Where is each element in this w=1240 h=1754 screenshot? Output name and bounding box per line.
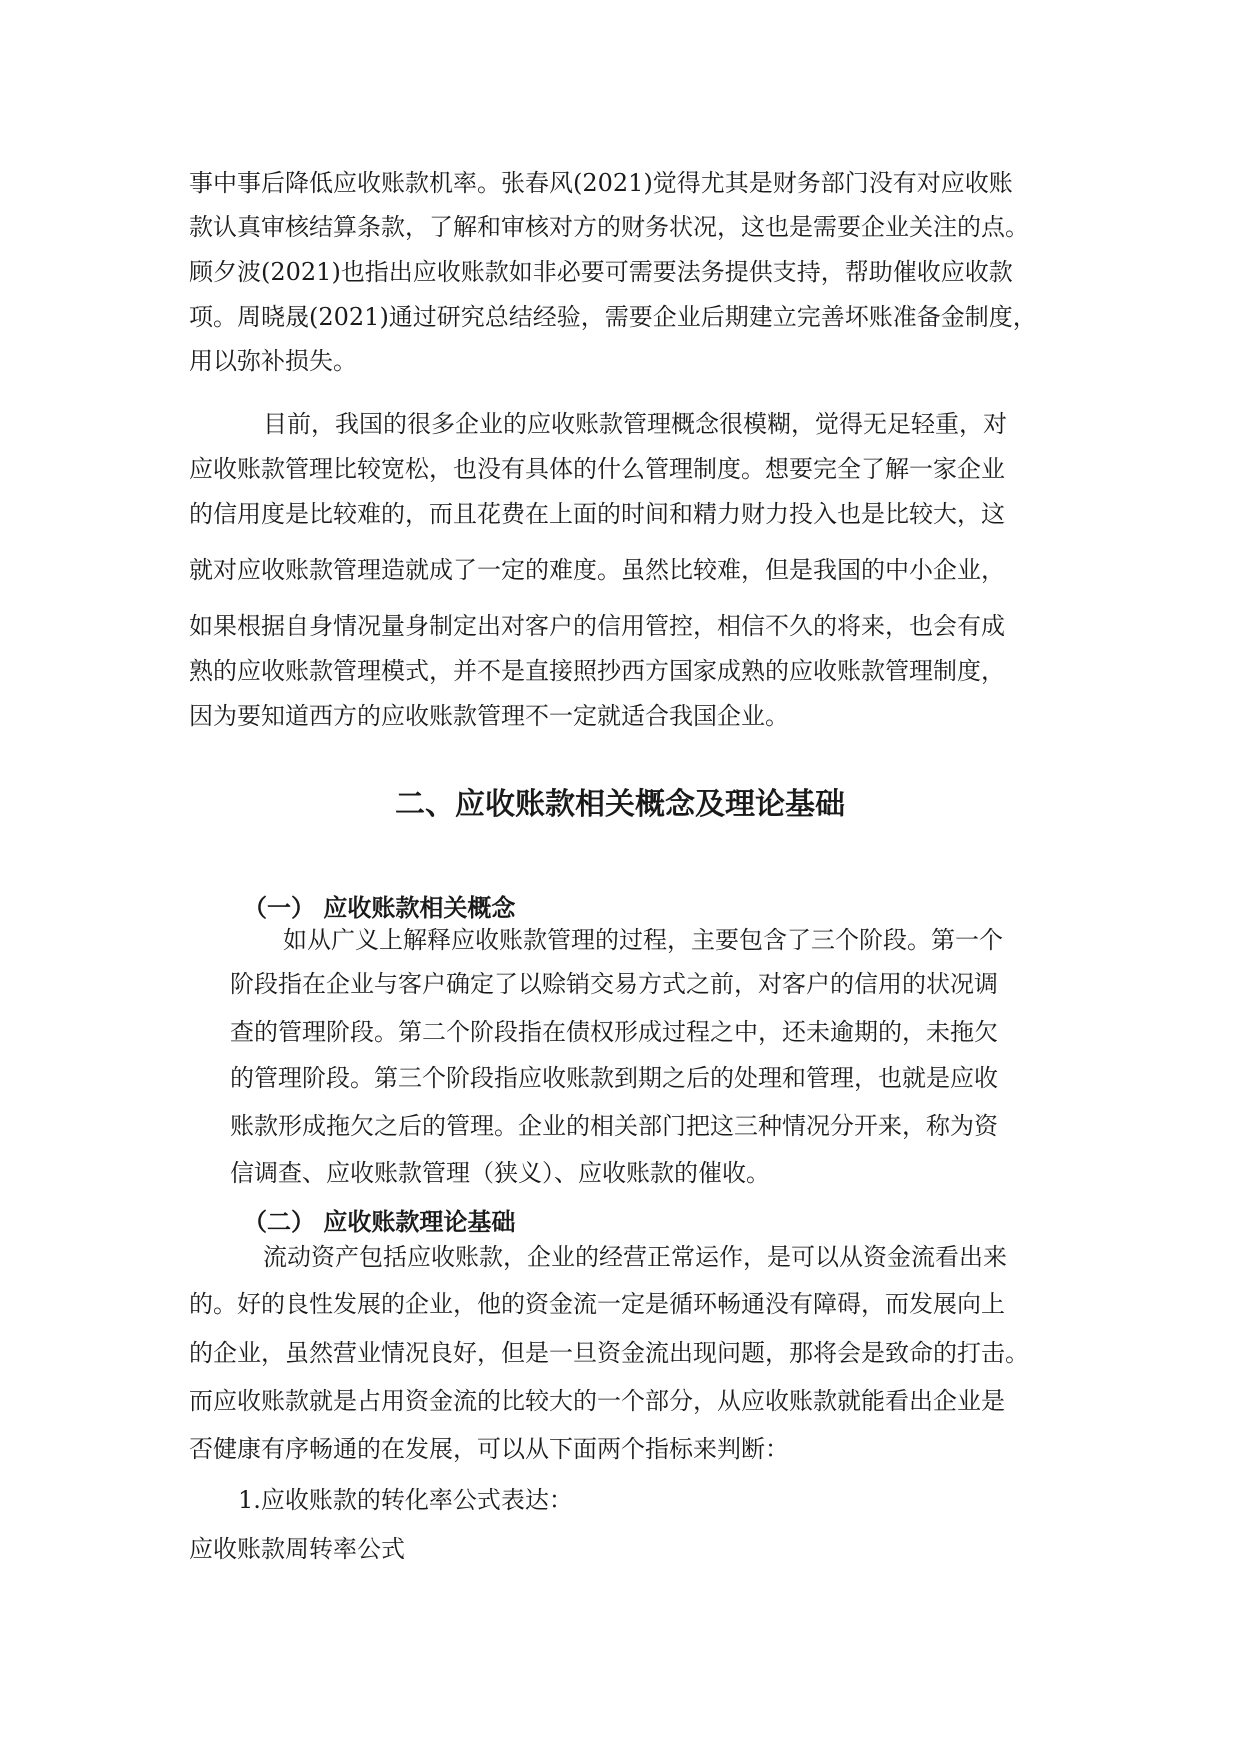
paragraph-line: 而应收账款就是占用资金流的比较大的一个部分，从应收账款就能看出企业是 bbox=[189, 1387, 1005, 1415]
paragraph-line: 的信用度是比较难的，而且花费在上面的时间和精力财力投入也是比较大，这 bbox=[189, 500, 1005, 528]
paragraph-line: 否健康有序畅通的在发展，可以从下面两个指标来判断： bbox=[189, 1435, 789, 1463]
paragraph-line: 的。好的良性发展的企业，他的资金流一定是循环畅通没有障碍，而发展向上 bbox=[189, 1290, 1005, 1318]
paragraph-line: 应收账款管理比较宽松，也没有具体的什么管理制度。想要完全了解一家企业 bbox=[189, 455, 1005, 483]
subsection-heading: （一） 应收账款相关概念 bbox=[243, 894, 516, 922]
paragraph-line: 用以弥补损失。 bbox=[189, 347, 357, 375]
paragraph-line: 项。周晓晟(2021)通过研究总结经验，需要企业后期建立完善坏账准备金制度， bbox=[189, 303, 1037, 331]
paragraph-line: 的企业，虽然营业情况良好，但是一旦资金流出现问题，那将会是致命的打击。 bbox=[189, 1339, 1029, 1367]
paragraph-line: 就对应收账款管理造就成了一定的难度。虽然比较难，但是我国的中小企业， bbox=[189, 556, 1005, 584]
paragraph-line: 因为要知道西方的应收账款管理不一定就适合我国企业。 bbox=[189, 702, 789, 730]
paragraph-line: 事中事后降低应收账款机率。张春风(2021)觉得尤其是财务部门没有对应收账 bbox=[189, 169, 1013, 197]
paragraph-line: 款认真审核结算条款，了解和审核对方的财务状况，这也是需要企业关注的点。 bbox=[189, 213, 1029, 241]
paragraph-line: 目前，我国的很多企业的应收账款管理概念很模糊，觉得无足轻重，对 bbox=[263, 410, 1007, 438]
subsection-heading: （二） 应收账款理论基础 bbox=[243, 1208, 516, 1236]
paragraph-line: 阶段指在企业与客户确定了以赊销交易方式之前，对客户的信用的状况调 bbox=[230, 970, 998, 998]
section-heading: 二、应收账款相关概念及理论基础 bbox=[395, 787, 845, 822]
formula-label: 应收账款周转率公式 bbox=[189, 1535, 405, 1563]
paragraph-line: 流动资产包括应收账款，企业的经营正常运作，是可以从资金流看出来 bbox=[263, 1243, 1007, 1271]
paragraph-line: 如从广义上解释应收账款管理的过程，主要包含了三个阶段。第一个 bbox=[283, 926, 1003, 954]
paragraph-line: 顾夕波(2021)也指出应收账款如非必要可需要法务提供支持，帮助催收应收款 bbox=[189, 258, 1013, 286]
list-item: 1.应收账款的转化率公式表达： bbox=[238, 1486, 573, 1514]
paragraph-line: 账款形成拖欠之后的管理。企业的相关部门把这三种情况分开来，称为资 bbox=[230, 1112, 998, 1140]
paragraph-line: 如果根据自身情况量身制定出对客户的信用管控，相信不久的将来，也会有成 bbox=[189, 612, 1005, 640]
paragraph-line: 熟的应收账款管理模式，并不是直接照抄西方国家成熟的应收账款管理制度， bbox=[189, 657, 1005, 685]
paragraph-line: 查的管理阶段。第二个阶段指在债权形成过程之中，还未逾期的，未拖欠 bbox=[230, 1018, 998, 1046]
paragraph-line: 信调查、应收账款管理（狭义）、应收账款的催收。 bbox=[230, 1159, 770, 1187]
paragraph-line: 的管理阶段。第三个阶段指应收账款到期之后的处理和管理，也就是应收 bbox=[230, 1064, 998, 1092]
